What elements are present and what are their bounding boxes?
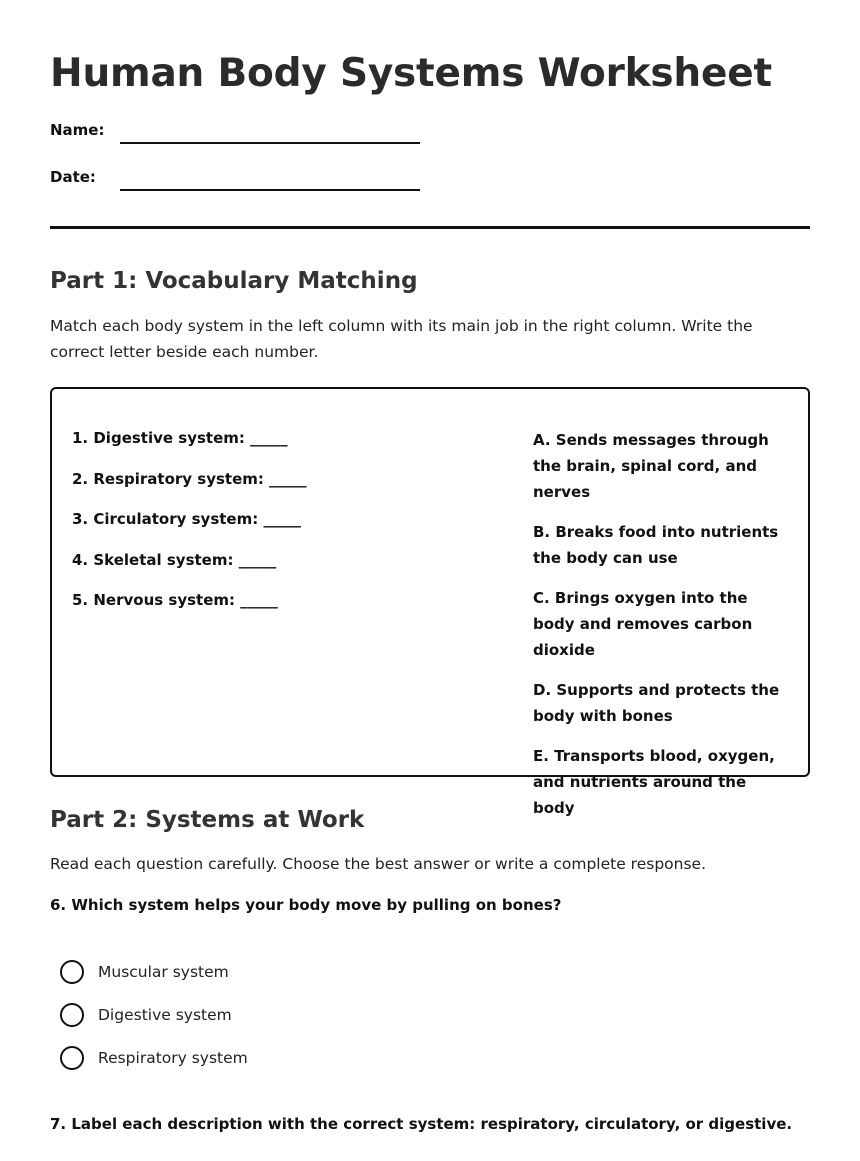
part1-title: Part 1: Vocabulary Matching xyxy=(50,268,418,294)
page-title: Human Body Systems Worksheet xyxy=(50,51,772,96)
matching-item-skeletal[interactable]: 4. Skeletal system: _____ xyxy=(72,550,277,569)
radio-button[interactable] xyxy=(60,1046,84,1070)
name-label: Name: xyxy=(50,121,105,139)
job-a: A. Sends messages through the brain, spinal cord, and nerves xyxy=(533,431,769,501)
name-field-row xyxy=(50,118,810,144)
part2-instructions: Read each question carefully. Choose the best answer or write a complete response. xyxy=(50,855,707,873)
date-field-row xyxy=(50,165,810,191)
option-label: Muscular system xyxy=(98,963,229,981)
question-7: 7. Label each description with the correct system: respiratory, circulatory, or digestive. xyxy=(50,1115,793,1133)
matching-item-digestive[interactable]: 1. Digestive system: _____ xyxy=(72,429,288,447)
job-b: B. Breaks food into nutrients the body can use xyxy=(533,523,779,567)
jobs-column xyxy=(533,427,788,817)
job-e: E. Transports blood, oxygen, and nutrients around the body xyxy=(533,747,775,817)
question-6-options xyxy=(60,959,810,1071)
question-6: 6. Which system helps your body move by pulling on bones? xyxy=(50,896,562,914)
date-field[interactable] xyxy=(120,167,420,191)
option-label: Digestive system xyxy=(98,1006,232,1024)
option-digestive[interactable] xyxy=(60,1002,810,1028)
option-respiratory[interactable] xyxy=(60,1045,810,1071)
matching-item-nervous[interactable]: 5. Nervous system: _____ xyxy=(72,591,278,610)
header-divider xyxy=(50,226,810,229)
radio-button[interactable] xyxy=(60,1003,84,1027)
name-field[interactable] xyxy=(120,120,420,144)
radio-button[interactable] xyxy=(60,960,84,984)
option-label: Respiratory system xyxy=(98,1049,248,1067)
date-label: Date: xyxy=(50,168,96,186)
systems-column xyxy=(72,427,512,775)
part2-title: Part 2: Systems at Work xyxy=(50,807,365,833)
job-c: C. Brings oxygen into the body and removes carbon dioxide xyxy=(533,589,753,659)
part1-instructions: Match each body system in the left column with its main job in the right column. Write the correct letter beside each number. xyxy=(50,317,753,361)
matching-item-circulatory[interactable]: 3. Circulatory system: _____ xyxy=(72,510,301,529)
option-muscular[interactable] xyxy=(60,959,810,985)
matching-box xyxy=(50,387,810,817)
matching-item-respiratory[interactable]: 2. Respiratory system: _____ xyxy=(72,469,307,488)
job-d: D. Supports and protects the body with bones xyxy=(533,681,780,725)
